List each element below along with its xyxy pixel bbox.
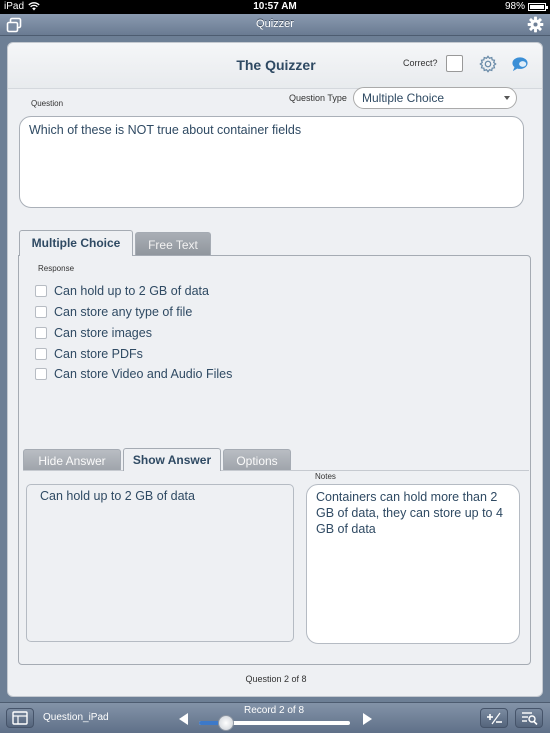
new-delete-record-button[interactable] [480, 708, 508, 728]
layout-name: Question_iPad [43, 712, 109, 723]
chevron-down-icon [504, 96, 510, 100]
question-counter: Question 2 of 8 [245, 674, 307, 684]
tab-free-text[interactable]: Free Text [135, 232, 211, 256]
choice-checkbox[interactable] [35, 285, 47, 297]
choice-item[interactable] [35, 346, 143, 362]
choice-item[interactable] [35, 304, 192, 320]
plus-minus-icon [481, 709, 507, 727]
question-type-value: Multiple Choice [362, 91, 445, 105]
choice-checkbox[interactable] [35, 348, 47, 360]
quiz-card [7, 42, 543, 697]
record-slider-thumb[interactable] [218, 715, 234, 731]
correct-checkbox[interactable] [446, 55, 463, 72]
response-label: Response [38, 264, 75, 273]
chat-icon[interactable] [511, 56, 529, 72]
answer-tab-divider [23, 470, 529, 471]
gear-icon[interactable] [527, 16, 544, 33]
question-label: Question [31, 99, 64, 108]
bottom-toolbar [0, 702, 550, 733]
choice-checkbox[interactable] [35, 368, 47, 380]
tab-show-answer[interactable]: Show Answer [123, 448, 221, 471]
previous-record-arrow-icon[interactable] [179, 713, 188, 725]
page-title: The Quizzer [236, 57, 316, 73]
choice-label: Can store Video and Audio Files [54, 367, 233, 381]
settings-icon[interactable] [479, 55, 497, 73]
question-type-label: Question Type [289, 93, 347, 103]
answer-field[interactable]: Can hold up to 2 GB of data [26, 484, 294, 642]
choice-item[interactable] [35, 325, 152, 341]
record-indicator: Record 2 of 8 [243, 705, 305, 716]
notes-label: Notes [315, 472, 336, 481]
clock: 10:57 AM [253, 1, 297, 12]
battery-fill [530, 5, 544, 9]
choice-label: Can store PDFs [54, 347, 143, 361]
nav-title: Quizzer [256, 18, 294, 30]
tab-hide-answer[interactable]: Hide Answer [23, 449, 121, 471]
next-record-arrow-icon[interactable] [363, 713, 372, 725]
choice-label: Can hold up to 2 GB of data [54, 284, 209, 298]
battery-icon [528, 3, 546, 11]
device-name: iPad [4, 1, 25, 12]
nav-bar [0, 14, 550, 36]
choice-item[interactable] [35, 366, 232, 382]
notes-field[interactable]: Containers can hold more than 2 GB of data, they can store up to 4 GB of data [306, 484, 520, 644]
choice-label: Can store any type of file [54, 305, 193, 319]
battery-percent: 98% [504, 1, 525, 12]
choice-item[interactable] [35, 283, 209, 299]
choice-label: Can store images [54, 326, 152, 340]
layout-icon [7, 709, 33, 727]
find-icon [516, 709, 542, 727]
correct-label: Correct? [403, 58, 438, 68]
layout-button[interactable] [6, 708, 34, 728]
choice-checkbox[interactable] [35, 306, 47, 318]
tab-options[interactable]: Options [223, 449, 291, 471]
multiple-choice-panel [18, 255, 531, 665]
status-bar [0, 0, 550, 14]
choice-checkbox[interactable] [35, 327, 47, 339]
tab-multiple-choice[interactable]: Multiple Choice [19, 230, 133, 256]
question-text-field[interactable]: Which of these is NOT true about container fields [19, 116, 524, 208]
question-type-dropdown[interactable] [353, 87, 517, 109]
find-records-button[interactable] [515, 708, 543, 728]
